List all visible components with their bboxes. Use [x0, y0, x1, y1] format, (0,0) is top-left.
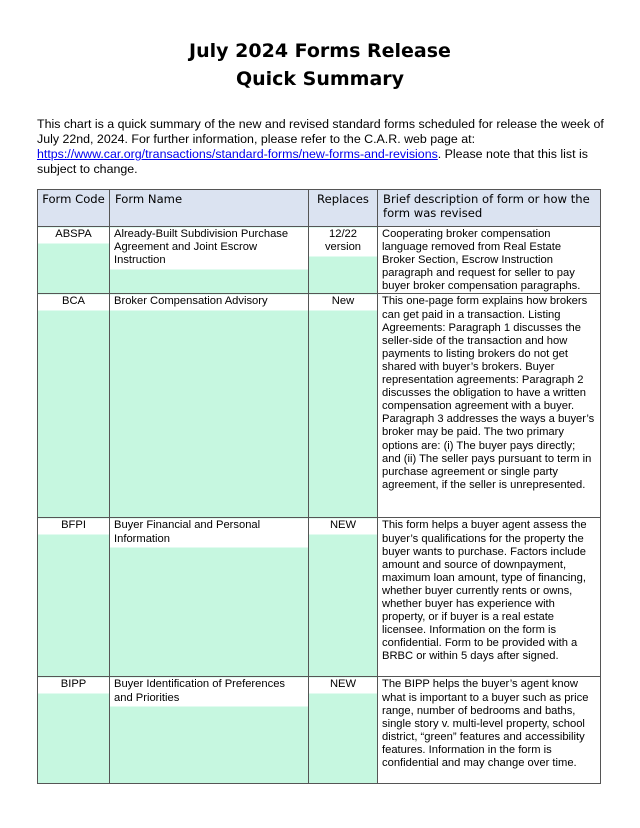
form-name-cell: Buyer Identification of Preferences and Priorities [110, 677, 309, 784]
page-title: July 2024 Forms Release [189, 40, 451, 62]
header-replaces: Replaces [309, 190, 378, 227]
header-description: Brief description of form or how the form was revised [378, 190, 601, 227]
replaces-cell: NEW [309, 677, 378, 784]
table-header-row [38, 190, 601, 227]
intro-text-after: . Please note that this list is subject to change. [37, 147, 588, 176]
form-code-cell: ABSPA [38, 227, 110, 294]
form-code-cell: BIPP [38, 677, 110, 784]
table-row [38, 518, 601, 677]
forms-link[interactable]: https://www.car.org/transactions/standard-forms/new-forms-and-revisions [37, 147, 438, 161]
intro-paragraph [37, 117, 607, 177]
form-name-cell: Already-Built Subdivision Purchase Agreement and Joint Escrow Instruction [110, 227, 309, 294]
table-row [38, 677, 601, 784]
description-cell: This one-page form explains how brokers can get paid in a transaction. Listing Agreements: Paragraph 1 discusses the seller-side of the transaction and how payments to listing brokers do not get shared with buyer’s brokers. Buyer representation agreements: Paragraph 2 discusses the obligation to have a written compensation agreement with a buyer. Paragraph 3 addresses the ways a buyer’s broker may be paid. The two primary options are: (i) The buyer pays directly; and (ii) The seller pays pursuant to term in purchase agreement or single party agreement, if the seller is unrepresented. [378, 294, 601, 518]
form-name-cell: Broker Compensation Advisory [110, 294, 309, 518]
description-cell: The BIPP helps the buyer’s agent know what is important to a buyer such as price range, number of bedrooms and baths, single story v. multi-level property, school district, “green” features and accessibility features. Information in the form is confidential and may change over time. [378, 677, 601, 784]
header-form-code: Form Code [38, 190, 110, 227]
form-name-cell: Buyer Financial and Personal Information [110, 518, 309, 677]
table-row [38, 227, 601, 294]
description-cell: This form helps a buyer agent assess the buyer’s qualifications for the property the buyer wants to purchase. Factors include amount and source of downpayment, maximum loan amount, type of financing, whether buyer currently rents or owns, whether buyer has experience with property, or if buyer is a real estate licensee. Information on the form is confidential. Form to be provided with a BRBC or within 5 days after signed. [378, 518, 601, 677]
forms-table [37, 189, 601, 784]
header-form-name: Form Name [110, 190, 309, 227]
description-cell: Cooperating broker compensation language removed from Real Estate Broker Section, Escrow Instruction paragraph and request for seller to pay buyer broker compensation paragraphs. [378, 227, 601, 294]
form-code-cell: BFPI [38, 518, 110, 677]
replaces-cell: NEW [309, 518, 378, 677]
replaces-cell: 12/22 version [309, 227, 378, 294]
table-row [38, 294, 601, 518]
page-subtitle: Quick Summary [235, 68, 405, 90]
form-code-cell: BCA [38, 294, 110, 518]
replaces-cell: New [309, 294, 378, 518]
intro-text-before: This chart is a quick summary of the new and revised standard forms scheduled for release the week of July 22nd, 2024. For further information, please refer to the C.A.R. web page at: [37, 117, 604, 146]
